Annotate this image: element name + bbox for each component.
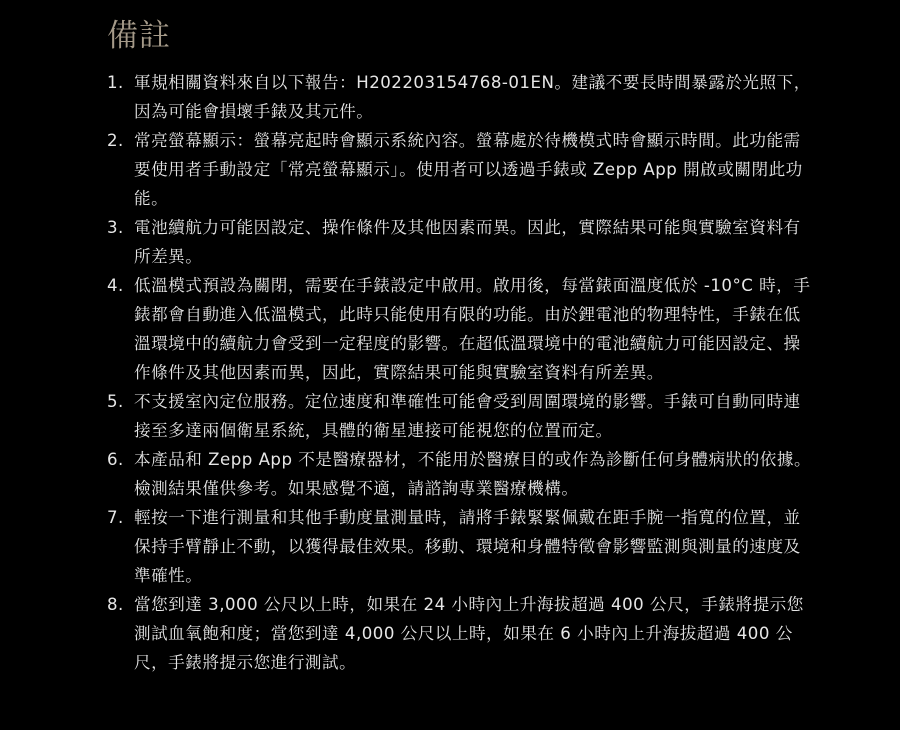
note-item-3: [107, 213, 817, 271]
note-item-4: [107, 271, 817, 387]
note-text: 輕按一下進行測量和其他手動度量測量時，請將手錶緊緊佩戴在距手腕一指寬的位置，並保持手臂靜止不動，以獲得最佳效果。移動、環境和身體特徵會影響監測與測量的速度及準確性。: [134, 508, 801, 585]
note-item-5: [107, 387, 817, 445]
note-number: 5.: [107, 392, 124, 411]
note-item-6: [107, 445, 817, 503]
note-item-2: [107, 126, 817, 213]
note-text: 當您到達 3,000 公尺以上時，如果在 24 小時內上升海拔超過 400 公尺，手錶將提示您測試血氧飽和度；當您到達 4,000 公尺以上時，如果在 6 小時內上升海拔超過 400 公尺，手錶將提示您進行測試。: [134, 595, 804, 672]
note-text: 低溫模式預設為關閉，需要在手錶設定中啟用。啟用後，每當錶面溫度低於 -10°C 時，手錶都會自動進入低溫模式，此時只能使用有限的功能。由於鋰電池的物理特性，手錶在低溫環境中的續航力會受到一定程度的影響。在超低溫環境中的電池續航力可能因設定、操作條件及其他因素而異，因此，實際結果可能與實驗室資料有所差異。: [134, 276, 811, 382]
note-number: 6.: [107, 450, 124, 469]
note-text: 常亮螢幕顯示：螢幕亮起時會顯示系統內容。螢幕處於待機模式時會顯示時間。此功能需要使用者手動設定「常亮螢幕顯示」。使用者可以透過手錶或 Zepp App 開啟或關閉此功能。: [134, 131, 803, 208]
note-number: 8.: [107, 595, 124, 614]
note-number: 1.: [107, 73, 124, 92]
note-text: 軍規相關資料來自以下報告：H202203154768-01EN。建議不要長時間暴露於光照下，因為可能會損壞手錶及其元件。: [134, 73, 811, 121]
notes-section: [107, 14, 817, 677]
notes-title: 備註: [107, 18, 171, 54]
note-item-8: [107, 590, 817, 677]
note-number: 2.: [107, 131, 124, 150]
note-text: 不支援室內定位服務。定位速度和準確性可能會受到周圍環境的影響。手錶可自動同時連接至多達兩個衛星系統，具體的衛星連接可能視您的位置而定。: [134, 392, 801, 440]
note-number: 3.: [107, 218, 124, 237]
note-text: 本產品和 Zepp App 不是醫療器材，不能用於醫療目的或作為診斷任何身體病狀的依據。檢測結果僅供參考。如果感覺不適，請諮詢專業醫療機構。: [134, 450, 812, 498]
note-number: 4.: [107, 276, 124, 295]
notes-list: [107, 68, 817, 677]
note-item-1: [107, 68, 817, 126]
note-number: 7.: [107, 508, 124, 527]
note-text: 電池續航力可能因設定、操作條件及其他因素而異。因此，實際結果可能與實驗室資料有所差異。: [134, 218, 801, 266]
note-item-7: [107, 503, 817, 590]
